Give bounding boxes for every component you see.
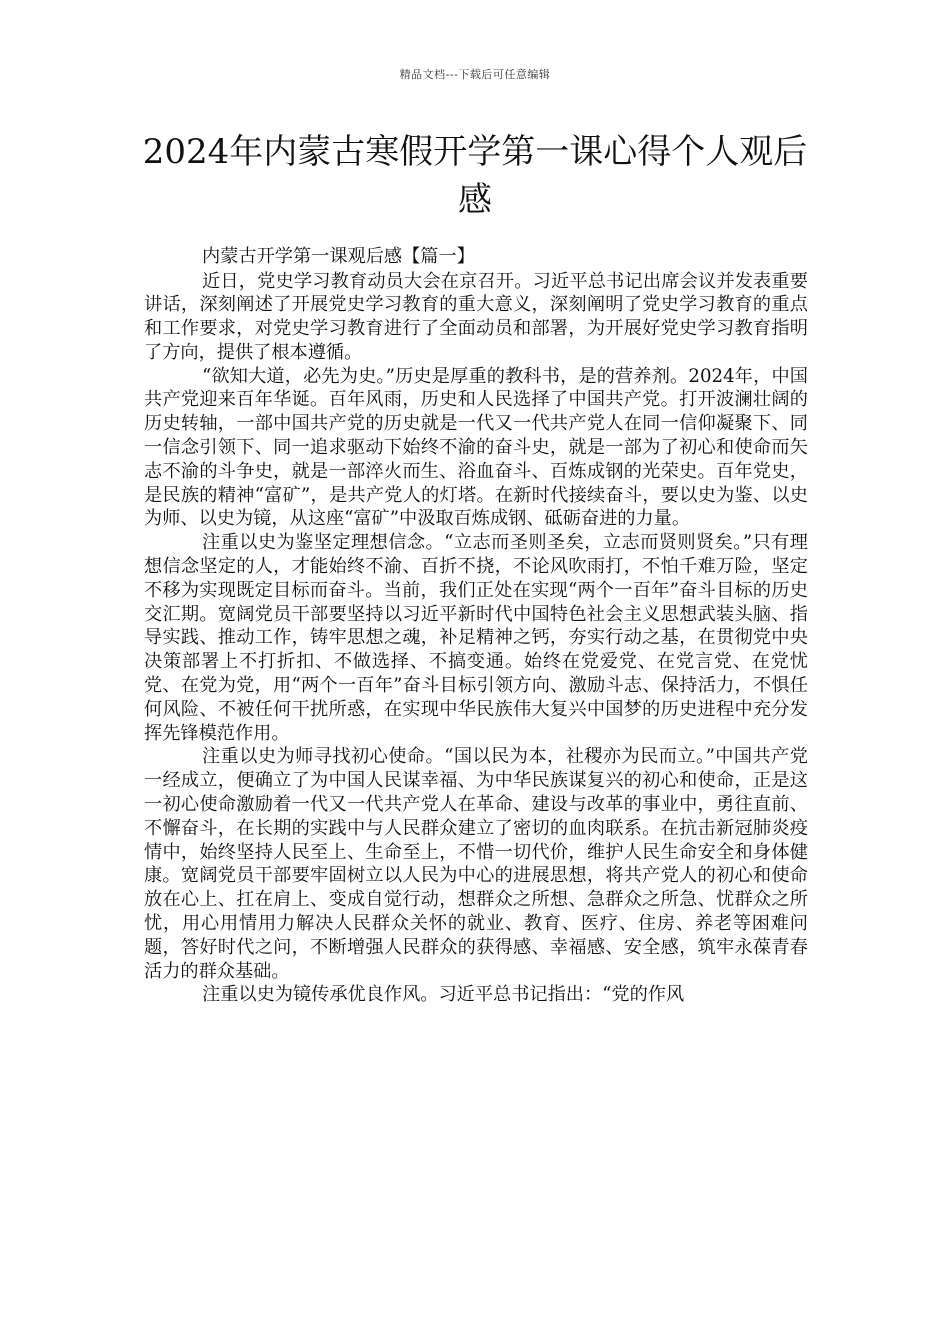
document-title: 2024年内蒙古寒假开学第一课心得个人观后感 [142,132,808,220]
header-note: 精品文档---下载后可任意编辑 [399,68,551,81]
paragraph-4: 注重以史为师寻找初心使命。“国以民为本，社稷亦为民而立。”中国共产党一经成立，便确立了为中国人民谋幸福、为中华民族谋复兴的初心和使命，正是这一初心使命激励着一代又一代共产党人在革命、建设与改革的事业中，勇往直前、不懈奋斗，在长期的实践中与人民群众建立了密切的血肉联系。在抗击新冠肺炎疫情中，始终坚持人民至上、生命至上，不惜一切代价，维护人民生命安全和身体健康。宽阔党员干部要牢固树立以人民为中心的进展思想，将共产党人的初心和使命放在心上、扛在肩上、变成自觉行动，想群众之所想、急群众之所急、忧群众之所忧，用心用情用力解决人民群众关怀的就业、教育、医疗、住房、养老等困难问题，答好时代之问，不断增强人民群众的获得感、幸福感、安全感，筑牢永葆青春活力的群众基础。 [144,746,808,982]
paragraph-3: 注重以史为鉴坚定理想信念。“立志而圣则圣矣，立志而贤则贤矣。”只有理想信念坚定的人，才能始终不渝、百折不挠，不论风吹雨打，不怕千难万险，坚定不移为实现既定目标而奋斗。当前，我们正处在实现“两个一百年”奋斗目标的历史交汇期。宽阔党员干部要坚持以习近平新时代中国特色社会主义思想武装头脑、指导实践、推动工作，铸牢思想之魂，补足精神之钙，夯实行动之基，在贯彻党中央决策部署上不打折扣、不做选择、不搞变通。始终在党爱党、在党言党、在党忧党、在党为党，用“两个一百年”奋斗目标引领方向、激励斗志、保持活力，不惧任何风险、不被任何干扰所惑，在实现中华民族伟大复兴中国梦的历史进程中充分发挥先锋模范作用。 [144,532,808,744]
document-body [144,244,808,1007]
section-heading: 内蒙古开学第一课观后感【篇一】 [202,246,475,267]
paragraph-1: 近日，党史学习教育动员大会在京召开。习近平总书记出席会议并发表重要讲话，深刻阐述了开展党史学习教育的重大意义，深刻阐明了党史学习教育的重点和工作要求，对党史学习教育进行了全面动员和部署，为开展好党史学习教育指明了方向，提供了根本遵循。 [144,270,808,363]
paragraph-5: 注重以史为镜传承优良作风。习近平总书记指出：“党的作风 [202,984,685,1006]
paragraph-2: “欲知大道，必先为史。”历史是厚重的教科书，是的营养剂。2024年，中国共产党迎来百年华诞。百年风雨，历史和人民选择了中国共产党。打开波澜壮阔的历史转轴，一部中国共产党的历史就是一代又一代共产党人在同一信仰凝聚下、同一信念引领下、同一追求驱动下始终不渝的奋斗史，就是一部为了初心和使命而矢志不渝的斗争史，就是一部淬火而生、浴血奋斗、百炼成钢的光荣史。百年党史，是民族的精神“富矿”，是共产党人的灯塔。在新时代接续奋斗，要以史为鉴、以史为师、以史为镜，从这座“富矿”中汲取百炼成钢、砥砺奋进的力量。 [144,365,808,530]
